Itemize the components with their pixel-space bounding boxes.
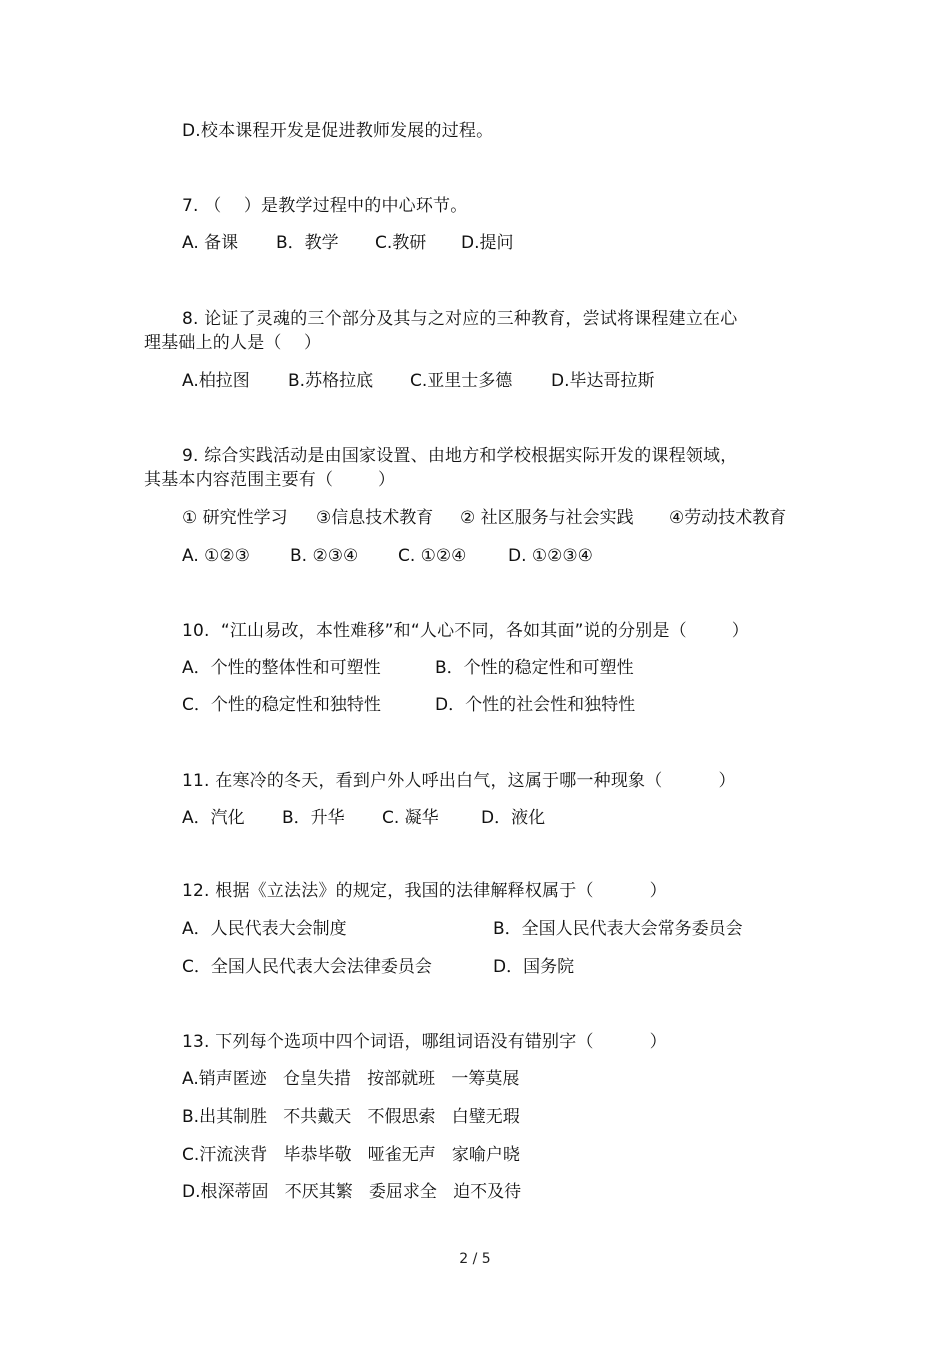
q12-stem: 12. 根据《立法法》的规定，我国的法律解释权属于（ ） bbox=[182, 881, 667, 901]
q9-item-4: ④劳动技术教育 bbox=[669, 508, 787, 528]
q12-option-c: C．全国人民代表大会法律委员会 bbox=[182, 957, 432, 977]
q9-item-2: ② 社区服务与社会实践 bbox=[460, 508, 634, 528]
q9-option-a: A. ①②③ bbox=[182, 546, 250, 566]
q11-stem: 11. 在寒冷的冬天，看到户外人呼出白气，这属于哪一种现象（ ） bbox=[182, 771, 736, 791]
q9-item-3: ③信息技术教育 bbox=[316, 508, 434, 528]
q9-option-b: B. ②③④ bbox=[290, 546, 359, 566]
q10-option-b: B．个性的稳定性和可塑性 bbox=[435, 658, 634, 678]
q12-option-b: B．全国人民代表大会常务委员会 bbox=[493, 919, 743, 939]
q10-stem: 10. “江山易改，本性难移”和“人心不同，各如其面”说的分别是（ ） bbox=[182, 621, 749, 641]
q7-option-b: B．教学 bbox=[276, 233, 339, 253]
q9-option-c: C. ①②④ bbox=[398, 546, 467, 566]
q10-option-a: A．个性的整体性和可塑性 bbox=[182, 658, 381, 678]
q10-option-d: D．个性的社会性和独特性 bbox=[435, 695, 636, 715]
q7-stem: 7. （ ）是教学过程中的中心环节。 bbox=[182, 196, 468, 216]
q7-option-a: A. 备课 bbox=[182, 233, 239, 253]
q7-option-c: C.教研 bbox=[375, 233, 427, 253]
q8-stem-line2: 理基础上的人是（ ） bbox=[144, 333, 322, 353]
q8-option-a: A.柏拉图 bbox=[182, 371, 250, 391]
q9-stem-line2: 其基本内容范围主要有（ ） bbox=[144, 470, 396, 490]
q9-item-1: ① 研究性学习 bbox=[182, 508, 288, 528]
q11-option-a: A．汽化 bbox=[182, 808, 245, 828]
q8-option-b: B.苏格拉底 bbox=[288, 371, 374, 391]
q12-option-a: A．人民代表大会制度 bbox=[182, 919, 347, 939]
q8-option-d: D.毕达哥拉斯 bbox=[551, 371, 655, 391]
q9-stem-line1: 9. 综合实践活动是由国家设置、由地方和学校根据实际开发的课程领域， bbox=[182, 446, 738, 466]
q6-option-d: D.校本课程开发是促进教师发展的过程。 bbox=[182, 121, 494, 141]
q11-option-b: B．升华 bbox=[282, 808, 345, 828]
q10-option-c: C．个性的稳定性和独特性 bbox=[182, 695, 381, 715]
q13-option-d: D.根深蒂固 不厌其繁 委屈求全 迫不及待 bbox=[182, 1182, 522, 1202]
q7-option-d: D.提问 bbox=[461, 233, 514, 253]
page-number: 2 / 5 bbox=[459, 1251, 491, 1267]
q13-option-a: A.销声匿迹 仓皇失措 按部就班 一筹莫展 bbox=[182, 1069, 520, 1089]
q13-option-b: B.出其制胜 不共戴天 不假思索 白璧无瑕 bbox=[182, 1107, 520, 1127]
q9-option-d: D. ①②③④ bbox=[508, 546, 593, 566]
q8-option-c: C.亚里士多德 bbox=[410, 371, 513, 391]
q13-option-c: C.汗流浃背 毕恭毕敬 哑雀无声 家喻户晓 bbox=[182, 1145, 520, 1165]
q12-option-d: D．国务院 bbox=[493, 957, 575, 977]
q11-option-c: C. 凝华 bbox=[382, 808, 439, 828]
q8-stem-line1: 8. 论证了灵魂的三个部分及其与之对应的三种教育，尝试将课程建立在心 bbox=[182, 309, 738, 329]
q11-option-d: D．液化 bbox=[481, 808, 546, 828]
q13-stem: 13. 下列每个选项中四个词语，哪组词语没有错别字（ ） bbox=[182, 1032, 667, 1052]
